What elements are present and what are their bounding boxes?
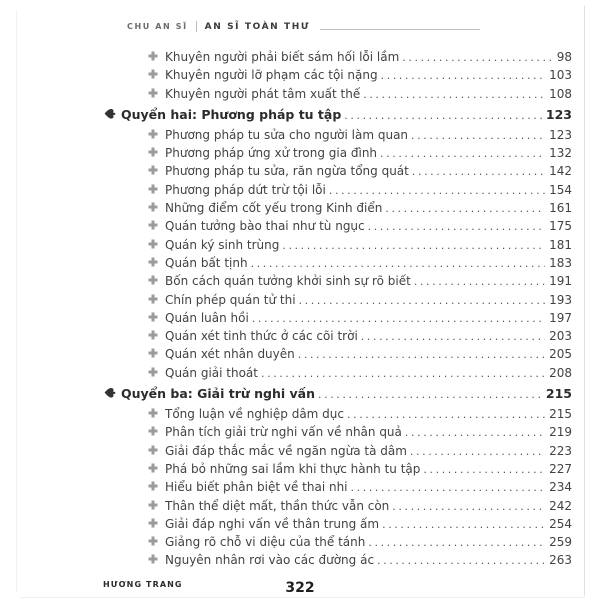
toc-entry-page: 132 xyxy=(549,146,572,161)
dot-leader xyxy=(402,50,552,64)
open-centre-cross-icon xyxy=(148,553,165,567)
open-centre-cross-icon xyxy=(148,183,165,197)
toc-entry-page: 215 xyxy=(549,407,572,422)
toc-entry xyxy=(104,68,572,86)
dot-leader xyxy=(347,407,545,421)
open-centre-cross-icon xyxy=(148,366,165,380)
toc-section xyxy=(104,384,572,407)
toc-entry-page: 205 xyxy=(549,347,572,362)
toc-entry-page: 263 xyxy=(549,553,572,568)
toc-entry xyxy=(104,128,572,146)
toc-entry-page: 123 xyxy=(549,127,572,142)
open-centre-cross-icon xyxy=(148,201,165,215)
toc-entry xyxy=(104,480,572,498)
open-centre-cross-icon xyxy=(148,87,165,101)
open-centre-cross-icon xyxy=(148,164,165,178)
toc-entry-title: Khuyên người lỡ phạm các tội nặng xyxy=(165,68,378,83)
toc-entry-title: Quán ký sinh trùng xyxy=(165,237,280,252)
toc-entry xyxy=(104,347,572,365)
dot-leader xyxy=(329,183,545,197)
toc-entry-title: Phân tích giải trừ nghi vấn về nhân quả xyxy=(165,425,402,440)
dot-leader xyxy=(368,535,545,549)
toc-entry xyxy=(104,201,572,219)
toc-entry-page: 242 xyxy=(549,498,572,513)
dot-leader xyxy=(299,293,546,307)
open-centre-cross-icon xyxy=(148,146,165,160)
dot-leader xyxy=(361,329,545,343)
toc-entry-page: 197 xyxy=(549,310,572,325)
dot-leader xyxy=(380,146,545,160)
dot-leader xyxy=(414,274,545,288)
open-centre-cross-icon xyxy=(148,128,165,142)
open-centre-cross-icon xyxy=(148,50,165,64)
dot-leader xyxy=(377,553,545,567)
toc-entry-page: 98 xyxy=(556,50,572,64)
dot-leader xyxy=(251,256,546,270)
toc-entry-title: Nguyên nhân rơi vào các đường ác xyxy=(165,553,375,568)
toc-entry xyxy=(104,553,572,571)
toc-entry xyxy=(104,407,572,425)
toc-entry-title: Giải đáp thắc mắc về ngăn ngừa tà dâm xyxy=(165,443,407,458)
toc-entry-page: 191 xyxy=(549,274,572,289)
open-centre-cross-icon xyxy=(148,535,165,549)
header-rule xyxy=(320,29,480,30)
toc-entry-title: Phương pháp ứng xử trong gia đình xyxy=(165,146,378,161)
toc-entry-page: 193 xyxy=(549,292,572,307)
dot-leader xyxy=(282,238,545,252)
toc-entry xyxy=(104,164,572,182)
dot-leader xyxy=(363,87,545,101)
dot-leader xyxy=(412,164,545,178)
floral-leaf-icon xyxy=(104,386,121,401)
toc-entry-title: Quán luân hồi xyxy=(165,310,249,325)
dot-leader xyxy=(368,219,545,233)
toc-entry-page: 223 xyxy=(549,443,572,458)
dot-leader xyxy=(410,444,545,458)
toc-entry xyxy=(104,146,572,164)
toc-entry-title: Bốn cách quán tưởng khởi sinh sự rõ biết xyxy=(165,274,411,289)
dot-leader xyxy=(392,499,545,513)
dot-leader xyxy=(405,425,545,439)
toc-entry-title: Giải đáp nghi vấn về thân trung ấm xyxy=(165,516,380,531)
toc-entry-page: 142 xyxy=(549,164,572,179)
toc-entry-title: Hiểu biết phân biệt về thai nhi xyxy=(165,480,348,495)
dot-leader xyxy=(298,347,545,361)
open-centre-cross-icon xyxy=(148,347,165,361)
toc-entry xyxy=(104,366,572,384)
open-centre-cross-icon xyxy=(148,68,165,82)
toc-entry-title: Khuyên người phải biết sám hối lỗi lầm xyxy=(165,50,400,64)
toc-entry xyxy=(104,183,572,201)
open-centre-cross-icon xyxy=(148,293,165,307)
toc-entry-title: Quán xét tinh thức ở các cõi trời xyxy=(165,329,358,344)
toc-entry-title: Phá bỏ những sai lầm khi thực hành tu tập xyxy=(165,461,421,476)
toc-entry xyxy=(104,256,572,274)
toc-entry-page: 203 xyxy=(549,329,572,344)
toc-entry-title: Quán bất tịnh xyxy=(165,255,248,270)
toc-entry-title: Quán giải thoát xyxy=(165,365,258,380)
toc-entry-page: 254 xyxy=(549,516,572,531)
toc-entry xyxy=(104,293,572,311)
toc-section-page: 215 xyxy=(545,386,572,402)
dot-leader xyxy=(385,201,545,215)
toc-entry-title: Khuyên người phát tâm xuất thế xyxy=(165,86,361,101)
toc-section-page: 123 xyxy=(545,106,572,122)
open-centre-cross-icon xyxy=(148,425,165,439)
open-centre-cross-icon xyxy=(148,462,165,476)
page-edge-bottom xyxy=(20,597,585,598)
open-centre-cross-icon xyxy=(148,238,165,252)
toc-entry-title: Thân thể diệt mất, thần thức vẫn còn xyxy=(165,498,390,513)
toc-entry-page: 208 xyxy=(549,365,572,380)
toc-section xyxy=(104,105,572,128)
toc-entry xyxy=(104,87,572,105)
page-number: 322 xyxy=(285,580,315,596)
dot-leader xyxy=(318,386,542,401)
toc-entry-page: 259 xyxy=(549,535,572,550)
toc-entry-page: 161 xyxy=(549,201,572,216)
toc-entry-page: 108 xyxy=(549,86,572,101)
toc-entry xyxy=(104,238,572,256)
page-edge-left xyxy=(16,10,17,592)
toc-entry xyxy=(104,425,572,443)
toc-entry xyxy=(104,311,572,329)
toc-entry xyxy=(104,517,572,535)
toc-entry-page: 103 xyxy=(549,68,572,83)
open-centre-cross-icon xyxy=(148,219,165,233)
toc-entry-title: Quán tưởng bào thai như tù ngục xyxy=(165,219,365,234)
toc-entry-title: Tổng luận về nghiệp dâm dục xyxy=(165,407,344,422)
toc-entry-title: Phương pháp tu sửa cho người làm quan xyxy=(165,127,409,142)
open-centre-cross-icon xyxy=(148,444,165,458)
dot-leader xyxy=(261,366,545,380)
toc-entry-page: 183 xyxy=(549,255,572,270)
toc-entry xyxy=(104,50,572,68)
dot-leader xyxy=(351,480,546,494)
toc-entry xyxy=(104,274,572,292)
toc-entry xyxy=(104,329,572,347)
dot-leader xyxy=(423,462,545,476)
toc-entry xyxy=(104,499,572,517)
toc-entry-title: Phương pháp dứt trừ tội lỗi xyxy=(165,182,326,197)
toc-entry-page: 181 xyxy=(549,237,572,252)
toc-entry-title: Quán xét nhân duyên xyxy=(165,347,295,362)
dot-leader xyxy=(411,128,545,142)
toc-entry-page: 154 xyxy=(549,182,572,197)
open-centre-cross-icon xyxy=(148,407,165,421)
dot-leader xyxy=(344,107,542,122)
toc-entry xyxy=(104,219,572,237)
toc-entry-page: 234 xyxy=(549,480,572,495)
dot-leader xyxy=(381,68,545,82)
dot-leader xyxy=(252,311,545,325)
open-centre-cross-icon xyxy=(148,499,165,513)
open-centre-cross-icon xyxy=(148,329,165,343)
floral-leaf-icon xyxy=(104,107,121,122)
header-separator xyxy=(196,21,197,32)
dot-leader xyxy=(382,517,545,531)
toc-entry-page: 219 xyxy=(549,425,572,440)
toc-entry-title: Những điểm cốt yếu trong Kinh điển xyxy=(165,201,383,216)
toc-entry-title: Chín phép quán tử thi xyxy=(165,292,296,307)
toc-entry xyxy=(104,462,572,480)
header-author: CHU AN SĨ xyxy=(127,22,188,31)
page-edge-right xyxy=(584,6,585,596)
toc-entry-page: 175 xyxy=(549,219,572,234)
header-book-title: AN SĨ TOÀN THƯ xyxy=(204,21,311,32)
open-centre-cross-icon xyxy=(148,517,165,531)
toc-section-title: Quyển ba: Giải trừ nghi vấn xyxy=(121,386,316,402)
open-centre-cross-icon xyxy=(148,311,165,325)
toc-entry xyxy=(104,535,572,553)
page-header xyxy=(127,21,480,32)
open-centre-cross-icon xyxy=(148,274,165,288)
toc-entry-title: Giảng rõ chỗ vi diệu của thể tánh xyxy=(165,535,366,550)
publisher-name: HƯƠNG TRANG xyxy=(103,580,183,589)
open-centre-cross-icon xyxy=(148,480,165,494)
toc-section-title: Quyển hai: Phương pháp tu tập xyxy=(121,106,342,122)
toc-entry xyxy=(104,444,572,462)
toc-entry-title: Phương pháp tu sửa, răn ngừa tổng quát xyxy=(165,164,409,179)
toc-list xyxy=(104,50,572,572)
open-centre-cross-icon xyxy=(148,256,165,270)
toc-entry-page: 227 xyxy=(549,461,572,476)
